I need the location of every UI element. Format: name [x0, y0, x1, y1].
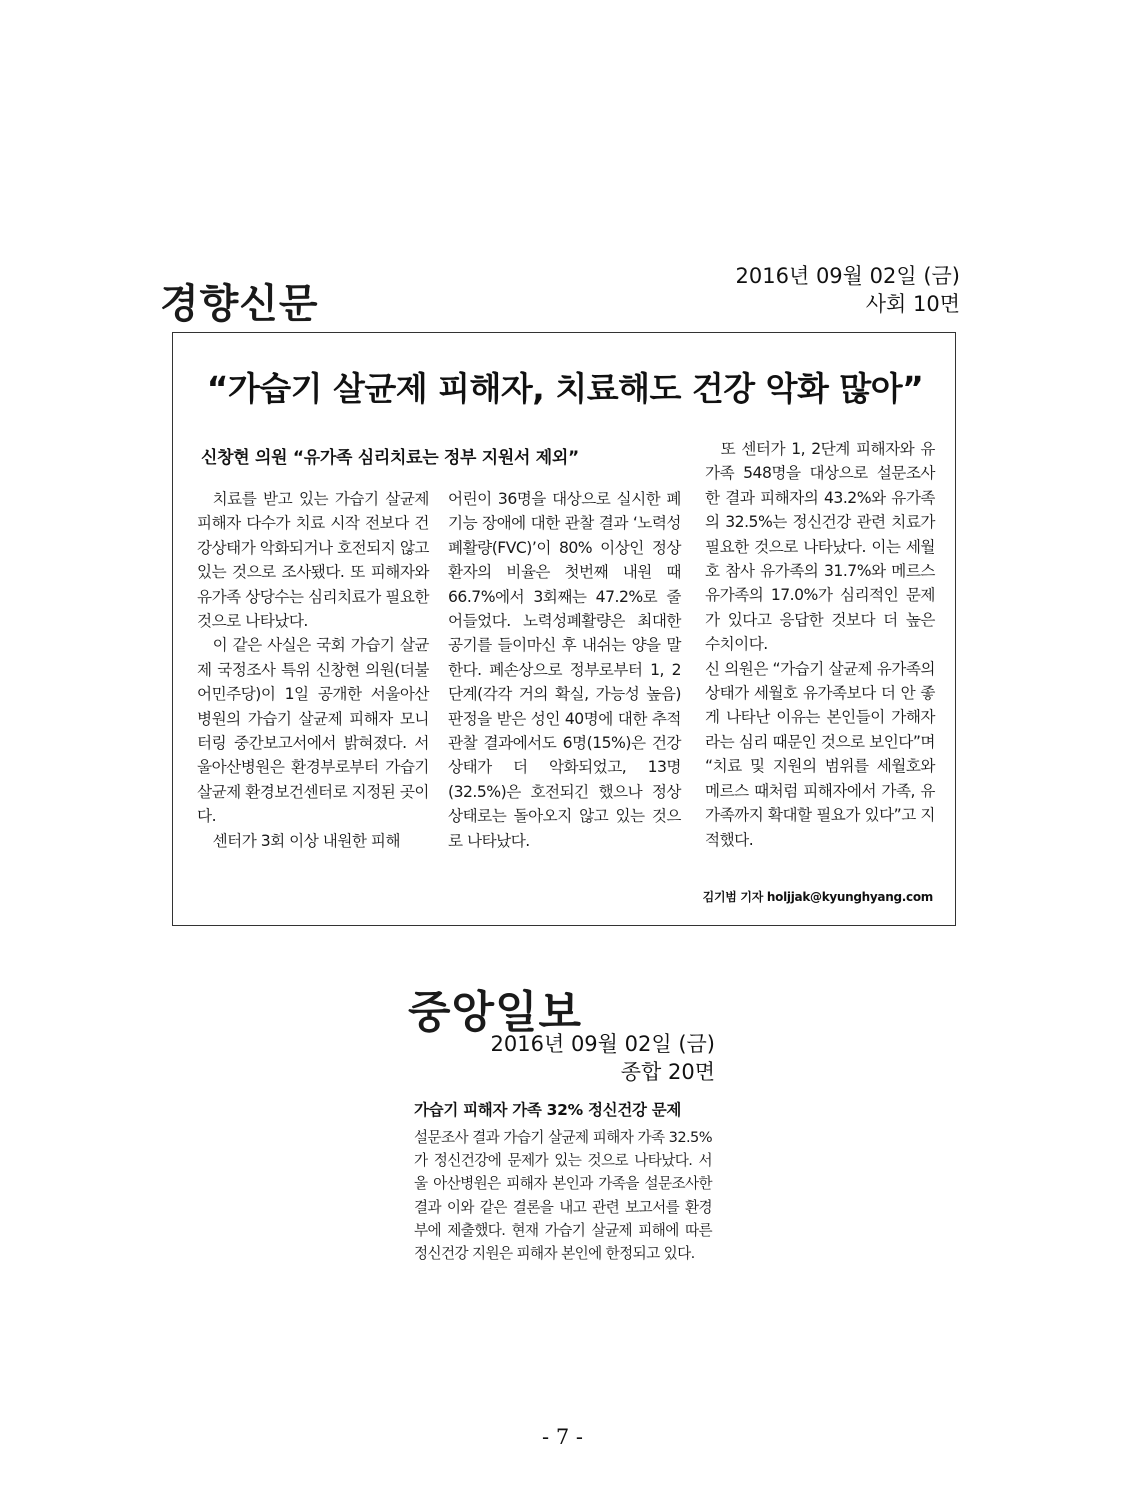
kyunghyang-article-clipping [172, 332, 956, 926]
kyunghyang-dateline [736, 262, 960, 318]
joongang-masthead-logo: 중앙일보 [408, 987, 583, 1038]
article-paragraph: 신 의원은 “가습기 살균제 유가족의 상태가 세월호 유가족보다 더 안 좋게 나타난 이유는 본인들이 가해자라는 심리 때문인 것으로 보인다”며 “치료 및 지원의 범위를 세월호와 메르스 때처럼 피해자에서 가족, 유가족까지 확대할 필요가 있다”고 지적했다. [705, 659, 935, 849]
article-paragraph: 어린이 36명을 대상으로 실시한 폐기능 장애에 대한 관찰 결과 ‘노력성폐활량(FVC)’이 80% 이상인 정상 환자의 비율은 첫번째 내원 때 66.7%에서 3회째는 47.2%로 줄어들었다. 노력성폐활량은 최대한 공기를 들이마신 후 내쉬는 양을 말한다. 폐손상으로 정부로부터 1, 2단계(각각 거의 확실, 가능성 높음) 판정을 받은 성인 40명에 대한 추적관찰 결과에서도 6명(15%)은 건강상태가 더 악화되었고, 13명(32.5%)은 호전되긴 했으나 정상 상태로는 돌아오지 않고 있는 것으로 나타났다. [448, 490, 681, 850]
article-byline: 김기범 기자 holjjak@kyunghyang.com [702, 890, 933, 904]
article-paragraph: 치료를 받고 있는 가습기 살균제 피해자 다수가 치료 시작 전보다 건강상태가 악화되거나 호전되지 않고 있는 것으로 조사됐다. 또 피해자와 유가족 상당수는 심리치료가 필요한 것으로 나타났다. [197, 490, 429, 631]
page-number: - 7 - [542, 1425, 583, 1449]
joongang-article-body: 설문조사 결과 가습기 살균제 피해자 가족 32.5%가 정신건강에 문제가 있는 것으로 나타났다. 서울 아산병원은 피해자 본인과 가족을 설문조사한 결과 이와 같은 결론을 내고 관련 보고서를 환경부에 제출했다. 현재 가습기 살균제 피해에 따른 정신건강 지원은 피해자 본인에 한정되고 있다. [414, 1129, 712, 1263]
joongang-section: 종합 20면 [620, 1060, 715, 1084]
kyunghyang-section: 사회 10면 [865, 292, 960, 316]
kyunghyang-date: 2016년 09월 02일 (금) [735, 264, 960, 288]
article-headline: “가습기 살균제 피해자, 치료해도 건강 악화 많아” [206, 369, 924, 408]
joongang-dateline [410, 1030, 715, 1086]
article-subheadline: 신창현 의원 “유가족 심리치료는 정부 지원서 제외” [201, 448, 579, 468]
article-column-3 [705, 437, 935, 852]
article-paragraph: 또 센터가 1, 2단계 피해자와 유가족 548명을 대상으로 설문조사한 결과 피해자의 43.2%와 유가족의 32.5%는 정신건강 관련 치료가 필요한 것으로 나타났다. 이는 세월호 참사 유가족의 31.7%와 메르스 유가족의 17.0%가 심리적인 문제가 있다고 응답한 것보다 더 높은 수치이다. [705, 440, 935, 654]
article-paragraph: 이 같은 사실은 국회 가습기 살균제 국정조사 특위 신창현 의원(더불어민주당)이 1일 공개한 서울아산병원의 가습기 살균제 피해자 모니터링 중간보고서에서 밝혀졌다. 서울아산병원은 환경부로부터 가습기 살균제 환경보건센터로 지정된 곳이다. [197, 636, 429, 826]
joongang-date: 2016년 09월 02일 (금) [490, 1032, 715, 1056]
kyunghyang-masthead-logo: 경향신문 [160, 281, 319, 327]
joongang-article-title: 가습기 피해자 가족 32% 정신건강 문제 [414, 1101, 682, 1119]
article-column-2 [448, 487, 681, 853]
joongang-article [414, 1098, 712, 1265]
article-column-1 [197, 487, 429, 853]
article-paragraph: 센터가 3회 이상 내원한 피해 [212, 831, 401, 850]
